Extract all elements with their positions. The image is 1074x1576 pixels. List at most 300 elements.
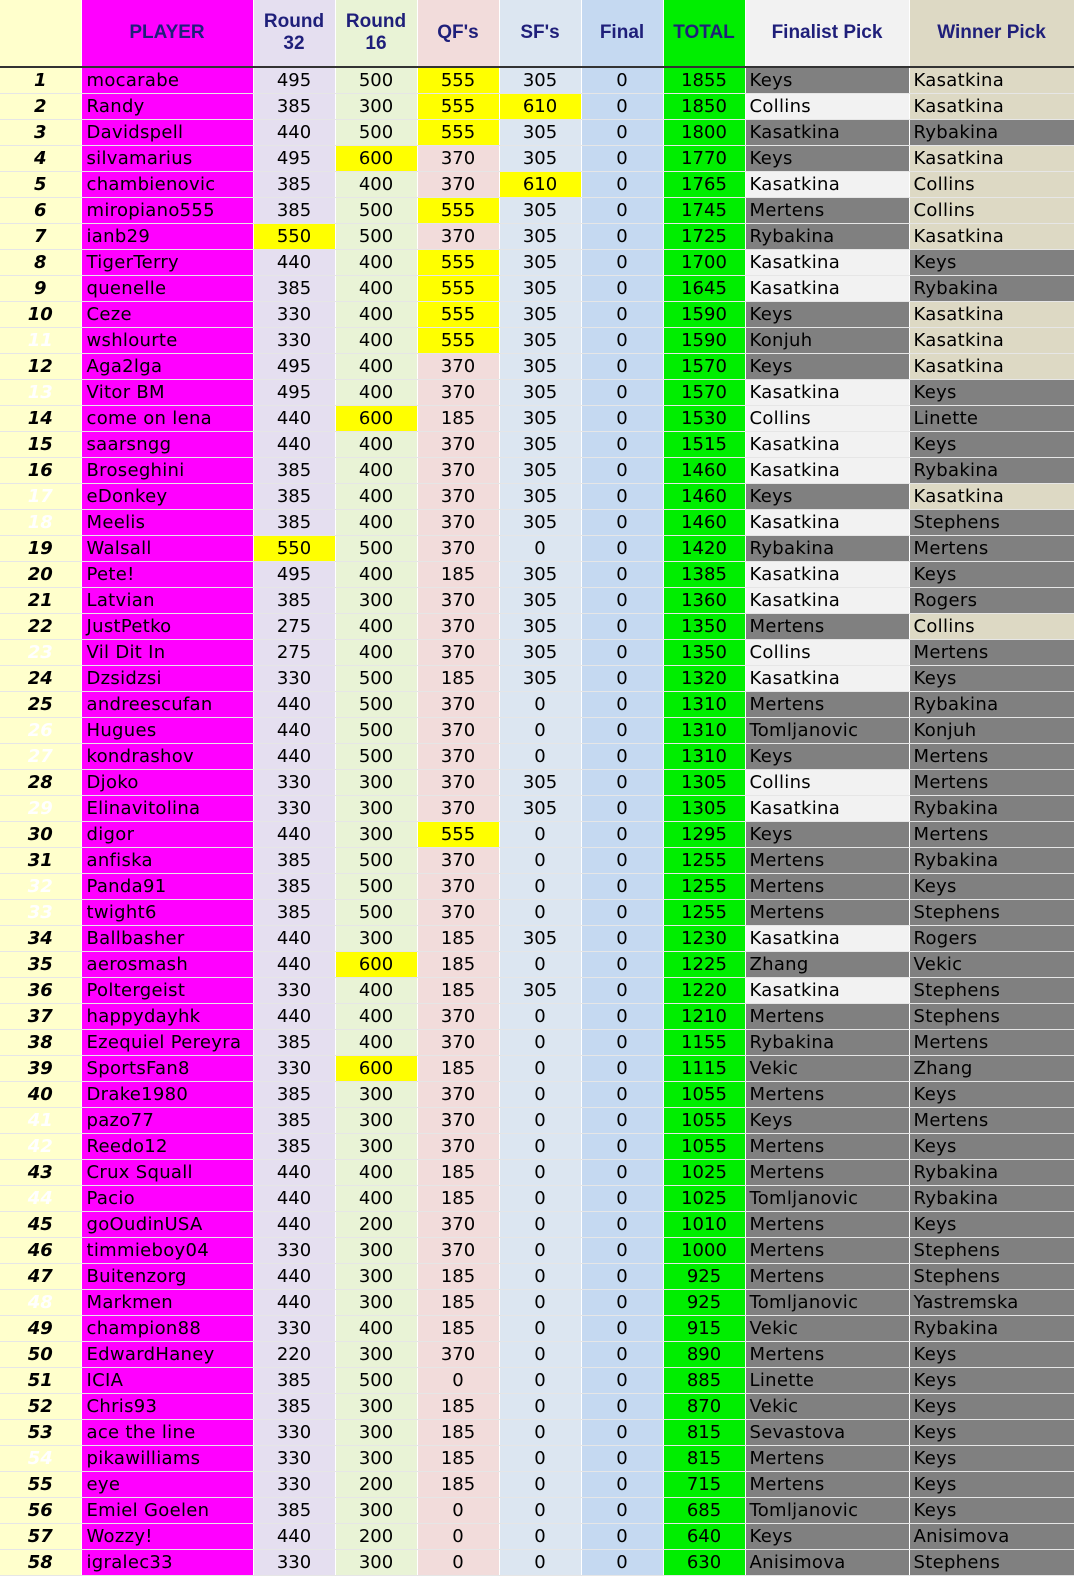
table-row[interactable]	[0, 926, 1074, 952]
rank-cell: 40	[0, 1082, 81, 1108]
winner-pick: Keys	[909, 1082, 1074, 1108]
winner-pick: Rogers	[909, 926, 1074, 952]
qf-score: 370	[417, 718, 499, 744]
round32-score: 330	[253, 796, 335, 822]
finalist-pick: Keys	[745, 67, 909, 94]
winner-pick: Mertens	[909, 744, 1074, 770]
total-header[interactable]: TOTAL	[663, 0, 745, 67]
table-row[interactable]	[0, 1004, 1074, 1030]
final-score: 0	[581, 978, 663, 1004]
finalist-pick: Keys	[745, 822, 909, 848]
player-name: chambienovic	[81, 172, 253, 198]
rank-cell: 5	[0, 172, 81, 198]
finalist-pick: Rybakina	[745, 224, 909, 250]
total-score: 1000	[663, 1238, 745, 1264]
round32-score: 440	[253, 926, 335, 952]
total-score: 1055	[663, 1082, 745, 1108]
final-score: 0	[581, 1108, 663, 1134]
qf-score: 370	[417, 1134, 499, 1160]
round32-score: 385	[253, 458, 335, 484]
total-score: 1765	[663, 172, 745, 198]
round16-score: 400	[335, 250, 417, 276]
total-score: 1055	[663, 1108, 745, 1134]
table-row[interactable]	[0, 1472, 1074, 1498]
table-row[interactable]	[0, 484, 1074, 510]
round32-score: 440	[253, 1290, 335, 1316]
final-score: 0	[581, 458, 663, 484]
rank-cell: 50	[0, 1342, 81, 1368]
table-row[interactable]	[0, 1108, 1074, 1134]
sf-score: 305	[499, 926, 581, 952]
table-row[interactable]	[0, 1160, 1074, 1186]
final-score: 0	[581, 380, 663, 406]
player-name: Ceze	[81, 302, 253, 328]
sf-score: 305	[499, 770, 581, 796]
player-name: Davidspell	[81, 120, 253, 146]
total-score: 1855	[663, 67, 745, 94]
final-score: 0	[581, 536, 663, 562]
sf-score: 0	[499, 1420, 581, 1446]
final-score: 0	[581, 328, 663, 354]
table-row[interactable]	[0, 796, 1074, 822]
rank-cell: 36	[0, 978, 81, 1004]
round16-score: 500	[335, 198, 417, 224]
table-row[interactable]	[0, 640, 1074, 666]
final-score: 0	[581, 1186, 663, 1212]
finalist-pick: Keys	[745, 354, 909, 380]
winner-pick: Rogers	[909, 588, 1074, 614]
player-name: ICIA	[81, 1368, 253, 1394]
winner-pick: Rybakina	[909, 848, 1074, 874]
total-score: 1645	[663, 276, 745, 302]
round32-score: 330	[253, 302, 335, 328]
sf-score: 0	[499, 536, 581, 562]
qf-score: 185	[417, 1394, 499, 1420]
winner-pick: Kasatkina	[909, 94, 1074, 120]
finalist-pick-header[interactable]: Finalist Pick	[745, 0, 909, 67]
finalist-pick: Collins	[745, 640, 909, 666]
rank-cell: 26	[0, 718, 81, 744]
sf-score: 305	[499, 380, 581, 406]
table-row[interactable]	[0, 952, 1074, 978]
table-row[interactable]	[0, 588, 1074, 614]
total-score: 1515	[663, 432, 745, 458]
round16-score: 300	[335, 1134, 417, 1160]
sf-score: 0	[499, 718, 581, 744]
table-row[interactable]	[0, 536, 1074, 562]
winner-pick: Yastremska	[909, 1290, 1074, 1316]
winner-pick: Kasatkina	[909, 224, 1074, 250]
rank-cell: 45	[0, 1212, 81, 1238]
final-score: 0	[581, 874, 663, 900]
table-row[interactable]	[0, 1238, 1074, 1264]
total-score: 715	[663, 1472, 745, 1498]
round16-score: 400	[335, 1316, 417, 1342]
round16-score: 200	[335, 1524, 417, 1550]
table-row[interactable]	[0, 562, 1074, 588]
finalist-pick: Kasatkina	[745, 666, 909, 692]
winner-pick: Keys	[909, 1446, 1074, 1472]
table-row[interactable]	[0, 1550, 1074, 1576]
player-name: Wozzy!	[81, 1524, 253, 1550]
sf-score: 305	[499, 224, 581, 250]
player-name: JustPetko	[81, 614, 253, 640]
winner-pick: Rybakina	[909, 1316, 1074, 1342]
qf-score: 185	[417, 1420, 499, 1446]
final-header[interactable]: Final	[581, 0, 663, 67]
table-row[interactable]	[0, 978, 1074, 1004]
finalist-pick: Mertens	[745, 1082, 909, 1108]
table-row[interactable]	[0, 770, 1074, 796]
round16-score: 400	[335, 510, 417, 536]
winner-pick: Keys	[909, 432, 1074, 458]
table-row[interactable]	[0, 120, 1074, 146]
sf-score: 305	[499, 67, 581, 94]
table-row[interactable]	[0, 1186, 1074, 1212]
table-row[interactable]	[0, 718, 1074, 744]
round16-score: 300	[335, 588, 417, 614]
table-row[interactable]	[0, 146, 1074, 172]
round16-score: 300	[335, 1446, 417, 1472]
table-row[interactable]	[0, 1524, 1074, 1550]
table-row[interactable]	[0, 302, 1074, 328]
qf-score: 370	[417, 1030, 499, 1056]
finalist-pick: Keys	[745, 146, 909, 172]
table-row[interactable]	[0, 224, 1074, 250]
round16-score: 300	[335, 1550, 417, 1576]
round16-score: 600	[335, 406, 417, 432]
total-score: 1295	[663, 822, 745, 848]
round32-header[interactable]	[253, 0, 335, 67]
final-score: 0	[581, 614, 663, 640]
total-score: 1255	[663, 848, 745, 874]
round16-score: 300	[335, 1342, 417, 1368]
final-score: 0	[581, 67, 663, 94]
round16-score: 500	[335, 536, 417, 562]
table-row[interactable]	[0, 1082, 1074, 1108]
round32-score: 385	[253, 1134, 335, 1160]
rank-cell: 46	[0, 1238, 81, 1264]
winner-pick: Stephens	[909, 900, 1074, 926]
round32-score: 495	[253, 146, 335, 172]
rank-cell: 52	[0, 1394, 81, 1420]
table-row[interactable]	[0, 614, 1074, 640]
table-row[interactable]	[0, 1394, 1074, 1420]
qf-score: 555	[417, 67, 499, 94]
table-row[interactable]	[0, 1498, 1074, 1524]
sf-score: 305	[499, 120, 581, 146]
round32-score: 385	[253, 484, 335, 510]
finalist-pick: Mertens	[745, 1160, 909, 1186]
finalist-pick: Tomljanovic	[745, 718, 909, 744]
table-row[interactable]	[0, 380, 1074, 406]
round16-header[interactable]	[335, 0, 417, 67]
finalist-pick: Rybakina	[745, 1030, 909, 1056]
table-row[interactable]	[0, 510, 1074, 536]
table-row[interactable]	[0, 198, 1074, 224]
round16-score: 500	[335, 67, 417, 94]
table-row[interactable]	[0, 172, 1074, 198]
winner-pick-header[interactable]: Winner Pick	[909, 0, 1074, 67]
total-score: 1460	[663, 484, 745, 510]
qf-score: 185	[417, 1264, 499, 1290]
round16-score: 400	[335, 276, 417, 302]
rank-cell: 53	[0, 1420, 81, 1446]
table-row[interactable]	[0, 1368, 1074, 1394]
table-row[interactable]	[0, 67, 1074, 94]
round32-score: 385	[253, 1368, 335, 1394]
player-name: Broseghini	[81, 458, 253, 484]
total-score: 885	[663, 1368, 745, 1394]
sf-score: 305	[499, 406, 581, 432]
winner-pick: Rybakina	[909, 1186, 1074, 1212]
rank-cell: 19	[0, 536, 81, 562]
round16-score: 500	[335, 120, 417, 146]
qf-score: 555	[417, 198, 499, 224]
round16-score: 600	[335, 1056, 417, 1082]
sf-score: 0	[499, 1056, 581, 1082]
total-score: 1460	[663, 510, 745, 536]
round32-score: 440	[253, 1004, 335, 1030]
player-header[interactable]: PLAYER	[81, 0, 253, 67]
sf-score: 0	[499, 1472, 581, 1498]
finalist-pick: Keys	[745, 1108, 909, 1134]
qf-score: 555	[417, 250, 499, 276]
round32-score: 385	[253, 848, 335, 874]
player-name: wshlourte	[81, 328, 253, 354]
table-row[interactable]	[0, 874, 1074, 900]
sf-score: 0	[499, 1160, 581, 1186]
final-score: 0	[581, 1550, 663, 1576]
finalist-pick: Keys	[745, 1524, 909, 1550]
sf-score: 0	[499, 1394, 581, 1420]
sf-score: 0	[499, 1108, 581, 1134]
table-row[interactable]	[0, 1290, 1074, 1316]
sf-score: 0	[499, 1368, 581, 1394]
round32-score: 385	[253, 900, 335, 926]
sf-score: 305	[499, 510, 581, 536]
total-score: 1385	[663, 562, 745, 588]
winner-pick: Vekic	[909, 952, 1074, 978]
round32-score: 495	[253, 354, 335, 380]
winner-pick: Kasatkina	[909, 354, 1074, 380]
winner-pick: Mertens	[909, 640, 1074, 666]
table-row[interactable]	[0, 250, 1074, 276]
sf-score: 0	[499, 1264, 581, 1290]
winner-pick: Stephens	[909, 978, 1074, 1004]
qf-score: 185	[417, 926, 499, 952]
winner-pick: Rybakina	[909, 120, 1074, 146]
table-row[interactable]	[0, 666, 1074, 692]
rank-cell: 33	[0, 900, 81, 926]
total-score: 1745	[663, 198, 745, 224]
finalist-pick: Mertens	[745, 1264, 909, 1290]
round32-score: 275	[253, 640, 335, 666]
sf-score: 0	[499, 1342, 581, 1368]
round16-score: 500	[335, 848, 417, 874]
final-score: 0	[581, 1212, 663, 1238]
round16-header-line1: Round	[345, 11, 407, 32]
rank-cell: 42	[0, 1134, 81, 1160]
rank-cell: 28	[0, 770, 81, 796]
round32-score: 330	[253, 1316, 335, 1342]
table-row[interactable]	[0, 1056, 1074, 1082]
finalist-pick: Konjuh	[745, 328, 909, 354]
round32-score: 440	[253, 952, 335, 978]
winner-pick: Collins	[909, 172, 1074, 198]
qf-score: 370	[417, 1108, 499, 1134]
table-row[interactable]	[0, 1420, 1074, 1446]
rank-cell: 1	[0, 67, 81, 94]
qf-score: 370	[417, 224, 499, 250]
rank-cell: 22	[0, 614, 81, 640]
round16-score: 500	[335, 692, 417, 718]
round16-score: 400	[335, 1186, 417, 1212]
qf-score: 185	[417, 1316, 499, 1342]
table-row[interactable]	[0, 822, 1074, 848]
table-row[interactable]	[0, 1342, 1074, 1368]
table-row[interactable]	[0, 1316, 1074, 1342]
round16-score: 200	[335, 1472, 417, 1498]
table-row[interactable]	[0, 744, 1074, 770]
player-name: Pacio	[81, 1186, 253, 1212]
final-score: 0	[581, 432, 663, 458]
finalist-pick: Kasatkina	[745, 120, 909, 146]
final-score: 0	[581, 926, 663, 952]
round16-score: 300	[335, 1420, 417, 1446]
rank-cell: 29	[0, 796, 81, 822]
total-score: 870	[663, 1394, 745, 1420]
round16-score: 400	[335, 432, 417, 458]
total-score: 1255	[663, 874, 745, 900]
sf-score: 305	[499, 562, 581, 588]
final-score: 0	[581, 1264, 663, 1290]
total-score: 1700	[663, 250, 745, 276]
table-row[interactable]	[0, 432, 1074, 458]
player-name: digor	[81, 822, 253, 848]
finalist-pick: Zhang	[745, 952, 909, 978]
qf-score: 185	[417, 1056, 499, 1082]
sf-score: 0	[499, 1004, 581, 1030]
round16-header-line2: 16	[365, 33, 387, 54]
winner-pick: Rybakina	[909, 692, 1074, 718]
finalist-pick: Collins	[745, 406, 909, 432]
sf-score: 0	[499, 744, 581, 770]
final-score: 0	[581, 1524, 663, 1550]
round16-score: 600	[335, 952, 417, 978]
qf-score: 555	[417, 302, 499, 328]
rank-cell: 39	[0, 1056, 81, 1082]
round32-score: 495	[253, 562, 335, 588]
rank-cell: 16	[0, 458, 81, 484]
final-score: 0	[581, 354, 663, 380]
table-row[interactable]	[0, 1264, 1074, 1290]
round32-score: 550	[253, 224, 335, 250]
finalist-pick: Mertens	[745, 1472, 909, 1498]
player-name: Hugues	[81, 718, 253, 744]
player-name: Reedo12	[81, 1134, 253, 1160]
table-row[interactable]	[0, 354, 1074, 380]
final-score: 0	[581, 1134, 663, 1160]
winner-pick: Stephens	[909, 510, 1074, 536]
total-score: 1350	[663, 640, 745, 666]
rank-cell: 43	[0, 1160, 81, 1186]
sf-score: 0	[499, 1134, 581, 1160]
total-score: 1310	[663, 744, 745, 770]
round32-score: 440	[253, 692, 335, 718]
sf-score: 0	[499, 1316, 581, 1342]
round16-score: 300	[335, 822, 417, 848]
table-row[interactable]	[0, 406, 1074, 432]
rank-cell: 37	[0, 1004, 81, 1030]
qf-score: 185	[417, 666, 499, 692]
table-row[interactable]	[0, 94, 1074, 120]
table-row[interactable]	[0, 900, 1074, 926]
round32-score: 275	[253, 614, 335, 640]
sf-header[interactable]: SF's	[499, 0, 581, 67]
finalist-pick: Kasatkina	[745, 380, 909, 406]
table-row[interactable]	[0, 848, 1074, 874]
round32-score: 385	[253, 1108, 335, 1134]
table-row[interactable]	[0, 1134, 1074, 1160]
total-score: 890	[663, 1342, 745, 1368]
table-row[interactable]	[0, 276, 1074, 302]
table-row[interactable]	[0, 1212, 1074, 1238]
sf-score: 0	[499, 848, 581, 874]
rank-cell: 30	[0, 822, 81, 848]
round32-score: 385	[253, 588, 335, 614]
qf-score: 555	[417, 328, 499, 354]
sf-score: 305	[499, 276, 581, 302]
round32-score: 330	[253, 1446, 335, 1472]
round32-score: 385	[253, 1082, 335, 1108]
table-row[interactable]	[0, 1030, 1074, 1056]
qf-score: 370	[417, 1212, 499, 1238]
rank-cell: 10	[0, 302, 81, 328]
rank-cell: 23	[0, 640, 81, 666]
qf-score: 185	[417, 406, 499, 432]
table-row[interactable]	[0, 692, 1074, 718]
finalist-pick: Vekic	[745, 1394, 909, 1420]
qf-score: 370	[417, 1238, 499, 1264]
final-score: 0	[581, 692, 663, 718]
table-row[interactable]	[0, 458, 1074, 484]
rank-cell: 34	[0, 926, 81, 952]
total-score: 1320	[663, 666, 745, 692]
winner-pick: Konjuh	[909, 718, 1074, 744]
sf-score: 305	[499, 198, 581, 224]
final-score: 0	[581, 1394, 663, 1420]
player-name: Markmen	[81, 1290, 253, 1316]
qf-header[interactable]: QF's	[417, 0, 499, 67]
round32-score: 440	[253, 406, 335, 432]
table-row[interactable]	[0, 1446, 1074, 1472]
rank-cell: 48	[0, 1290, 81, 1316]
finalist-pick: Mertens	[745, 874, 909, 900]
final-score: 0	[581, 224, 663, 250]
player-name: kondrashov	[81, 744, 253, 770]
player-name: happydayhk	[81, 1004, 253, 1030]
round16-score: 300	[335, 1498, 417, 1524]
winner-pick: Keys	[909, 1368, 1074, 1394]
winner-pick: Rybakina	[909, 276, 1074, 302]
rank-cell: 17	[0, 484, 81, 510]
player-name: come on lena	[81, 406, 253, 432]
total-score: 1305	[663, 796, 745, 822]
final-score: 0	[581, 770, 663, 796]
winner-pick: Keys	[909, 1212, 1074, 1238]
table-row[interactable]	[0, 328, 1074, 354]
